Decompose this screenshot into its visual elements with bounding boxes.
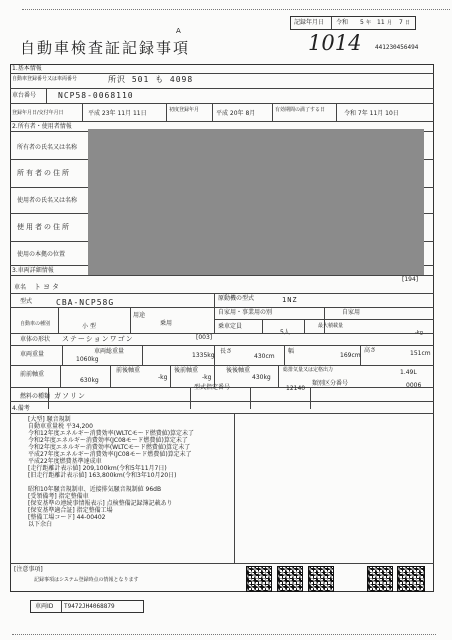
notes-label: [注意事項] xyxy=(14,566,43,573)
use-label: 用途 xyxy=(133,312,146,319)
front-axle-label: 前前軸重 xyxy=(20,371,45,378)
width-label: 幅 xyxy=(288,348,295,355)
front-axle-value: 630kg xyxy=(80,377,99,384)
bottom-perforation xyxy=(12,634,436,638)
rear-front-axle-value: -kg xyxy=(202,374,212,381)
handwritten-number: 1014 xyxy=(308,31,362,55)
remark-line: 以下余白 xyxy=(28,521,53,528)
rear-front-axle-label: 後前軸重 xyxy=(174,367,199,374)
vehicle-id-value: T9472JH4068879 xyxy=(64,603,115,610)
certificate-page: 記録年月日 令和 5 年 11 月 7 日 A 自動車検査証記録事項 1014 441230456494 1.基本情報 自動車登録番号又は車両番号 所沢 501 も 4098 車台番号 NCP58-0068110 登録年月日/交付年月日 平成 23年 11月 11日 初度登録年月 平成 20年 8月 有効期間の満了する日 令和 7年 11月 10日 2.所有者・使用者情報 所有者の氏名又は名称 所有者の住所 使用者の氏名又は名称 使用者の住所 使用の本拠の位置 3.車両詳細情報 [194] 車名 トヨタ 型式 CBA-NCP58G 原動機の型式 1NZ 自動車の種別 小 型 用途 乗用 自家用・事業用の別 自家用 乗車定員 最大積載量 車体の形状 ステーションワゴン [003] 車両重量 1060kg 車両総重量 1335kg 長さ 430cm 幅 169cm 高さ 151cm 前前軸重 630kg 前後軸重 -kg 後前軸重 -kg 後後軸重 430kg 総排気量又は定格出力 1.49L 燃料の種類 ガソリン 型式指定番号 12140 類別区分番号 0006 4.備考 [大型] 騒音規制 自動車重量税 平34,200 令和12年度エネルギー消費効率(WLTCモード燃費値)算定未了 令和2年度エネルギー消費効率(JC08モード燃費値)算定未了 令和2年度エネルギー消費効率(WLTCモード燃費値)算定未了 平成27年度エネルギー消費効率(JC08モード燃費値)算定未了 平成22年度燃費基準達成車 [走行距離計表示値] 209,100km(令和5年11月7日) [旧走行距離計表示値] 163,800km(令和3年10月20日) 昭和10年騒音規制車、近接排気騒音規制値 96dB [受領備考] 指定整備車 [保安基準の連続事情報表示] 点検整備記録簿記載あり [保安基準適合証] 指定整備工場 [整備工場コード] 44-00402 以下余白 [注意事項] 記録事項はシステム登録時点の情報となります 車両ID T9472JH4068879 xyxy=(0,0,452,640)
capacity-label: 乗車定員 xyxy=(218,323,243,330)
remark-line: [大型] 騒音規制 xyxy=(28,416,71,423)
model-value: CBA-NCP58G xyxy=(56,298,115,307)
height-value: 151cm xyxy=(410,350,431,357)
section4-label: 4.備考 xyxy=(12,405,30,412)
remark-line: 令和2年度エネルギー消費効率(JC08モード燃費値)算定未了 xyxy=(28,437,188,444)
width-value: 169cm xyxy=(340,352,361,359)
remark-line: 令和12年度エネルギー消費効率(WLTCモード燃費値)算定未了 xyxy=(28,430,195,437)
displacement-label: 総排気量又は定格出力 xyxy=(283,367,334,373)
top-perforation xyxy=(22,4,450,10)
fuel-value: ガソリン xyxy=(54,392,86,400)
qr-code-icon xyxy=(246,566,272,592)
record-date-era: 令和 xyxy=(336,19,349,26)
section3-label: 3.車両詳細情報 xyxy=(12,267,54,274)
front-rear-axle-value: -kg xyxy=(158,374,168,381)
expiry-label: 有効期間の満了する日 xyxy=(275,107,326,113)
mark-a: A xyxy=(176,27,181,35)
category-label: 類別区分番号 xyxy=(312,380,349,387)
first-reg-value: 平成 23年 11月 11日 xyxy=(88,110,147,117)
remark-line: [整備工場コード] 44-00402 xyxy=(28,514,106,521)
length-value: 430cm xyxy=(254,353,275,360)
displacement-value: 1.49L xyxy=(400,369,417,376)
initial-reg-label: 初度登録年月 xyxy=(169,107,200,113)
body-code: [003] xyxy=(196,334,213,341)
section1-label: 1.基本情報 xyxy=(12,65,42,72)
remark-line: [旧走行距離計表示値] 163,800km(令和3年10月20日) xyxy=(28,472,177,479)
user-name-label: 使用者の氏名又は名称 xyxy=(17,197,78,204)
engine-label: 原動機の型式 xyxy=(218,295,255,302)
rear-rear-axle-value: 430kg xyxy=(252,374,271,381)
remark-line: 自動車重量税 平34,200 xyxy=(28,423,93,430)
maker-label: 車名 xyxy=(14,284,27,291)
qr-code-icon xyxy=(308,566,334,592)
max-load-label: 最大積載量 xyxy=(318,323,344,329)
maker-code: [194] xyxy=(402,276,419,283)
vehicle-id-label: 車両ID xyxy=(35,603,54,610)
document-title: 自動車検査証記録事項 xyxy=(20,39,191,57)
body-label: 車体の形状 xyxy=(20,336,51,343)
remark-line: [受領備考] 指定整備車 xyxy=(28,493,89,500)
gross-weight-value: 1335kg xyxy=(192,352,215,359)
gross-weight-label: 車両総重量 xyxy=(94,348,125,355)
remark-line: 令和2年度エネルギー消費効率(WLTCモード燃費値)算定未了 xyxy=(28,444,191,451)
remark-line: [保安基準適合証] 指定整備工場 xyxy=(28,507,113,514)
section2-label: 2.所有者・使用者情報 xyxy=(12,123,72,130)
record-date-year: 5 xyxy=(360,19,364,26)
fuel-label: 燃料の種類 xyxy=(20,393,51,400)
first-reg-label: 登録年月日/交付年月日 xyxy=(12,110,64,116)
weight-label: 車両重量 xyxy=(20,351,45,358)
remark-line: 平成22年度燃費基準達成車 xyxy=(28,458,102,465)
front-rear-axle-label: 前後軸重 xyxy=(116,367,141,374)
user-address-label: 使用者の住所 xyxy=(17,223,71,231)
record-date-day: 7 xyxy=(399,19,403,26)
document-number: 441230456494 xyxy=(375,44,419,51)
kind-label: 自動車の種別 xyxy=(20,321,51,327)
remark-line: 昭和10年騒音規制車、近接排気騒音規制値 96dB xyxy=(28,486,162,493)
qr-code-icon xyxy=(277,566,303,592)
engine-value: 1NZ xyxy=(282,296,298,304)
remark-line: [保安基準の連続事情報表示] 点検整備記録簿記載あり xyxy=(28,500,173,507)
base-location-label: 使用の本拠の位置 xyxy=(17,251,66,258)
chassis-value: NCP58-0068110 xyxy=(58,91,134,100)
model-label: 型式 xyxy=(20,298,33,305)
expiry-value: 令和 7年 11月 10日 xyxy=(344,110,399,117)
initial-reg-value: 平成 20年 8月 xyxy=(216,110,256,117)
height-label: 高さ xyxy=(364,347,377,354)
business-label: 自家用・事業用の別 xyxy=(218,309,273,316)
kind-value: 小 型 xyxy=(82,323,96,330)
remark-line: 平成27年度エネルギー消費効率(JC08モード燃費値)算定未了 xyxy=(28,451,192,458)
owner-name-label: 所有者の氏名又は名称 xyxy=(17,144,78,151)
use-value: 乗用 xyxy=(160,320,173,327)
notes-text: 記録事項はシステム登録時点の情報となります xyxy=(34,577,139,583)
record-date-label: 記録年月日 xyxy=(294,19,325,26)
redaction-block xyxy=(88,129,424,275)
owner-address-label: 所有者の住所 xyxy=(17,169,71,177)
qr-code-icon xyxy=(397,566,425,592)
maker-value: トヨタ xyxy=(34,283,61,291)
rear-rear-axle-label: 後後軸重 xyxy=(226,367,251,374)
body-value: ステーションワゴン xyxy=(62,335,134,343)
type-approval-label: 型式指定番号 xyxy=(194,384,231,391)
reg-no-label: 自動車登録番号又は車両番号 xyxy=(12,76,78,82)
weight-value: 1060kg xyxy=(76,356,99,363)
remark-line: [走行距離計表示値] 209,100km(令和5年11月7日) xyxy=(28,465,167,472)
category-value: 0006 xyxy=(406,382,422,389)
qr-code-icon xyxy=(367,566,393,592)
business-value: 自家用 xyxy=(342,309,361,316)
record-date-month: 11 xyxy=(377,19,385,26)
chassis-label: 車台番号 xyxy=(12,92,37,99)
type-approval-value: 12140 xyxy=(286,385,306,392)
reg-no-value: 所沢 501 も 4098 xyxy=(108,75,194,84)
length-label: 長さ xyxy=(220,348,233,355)
